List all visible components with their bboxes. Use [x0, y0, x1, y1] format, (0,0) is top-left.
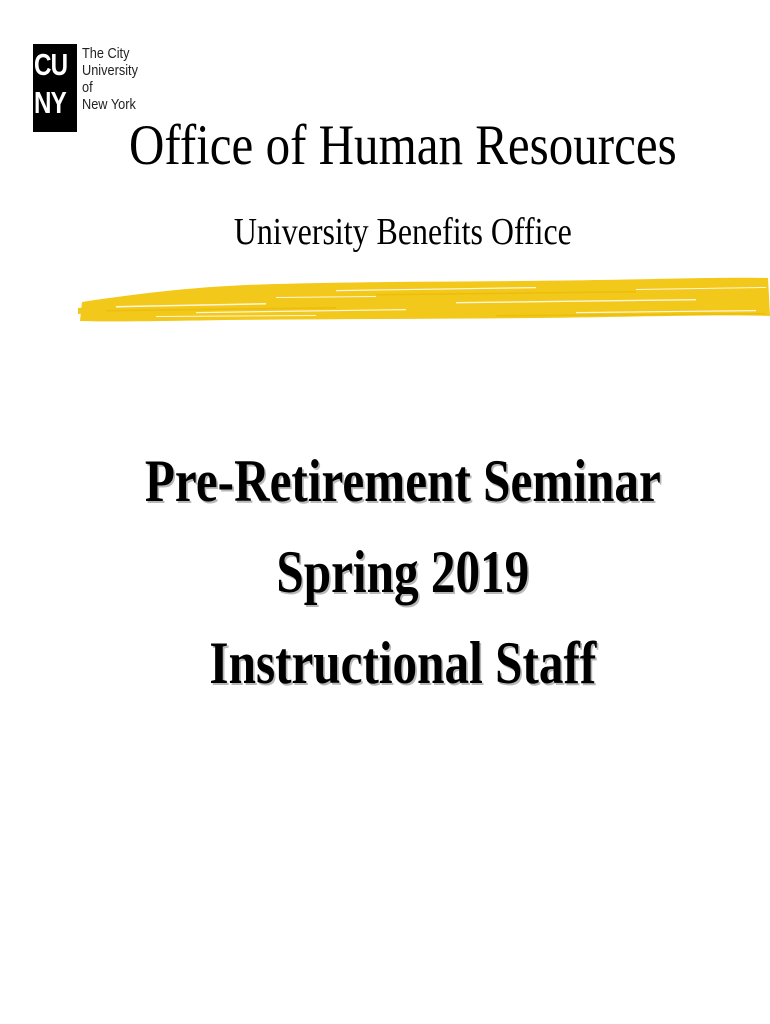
seminar-term: Spring 2019 [276, 539, 530, 605]
yellow-brush-divider [76, 272, 770, 324]
logo-wordmark [82, 45, 138, 113]
logo-letters: CU NY [34, 47, 68, 120]
seminar-audience: Instructional Staff [209, 630, 597, 696]
logo-line: New York [82, 96, 136, 113]
office-title: Office of Human Resources [129, 114, 677, 177]
logo-line: of [82, 79, 93, 96]
office-subtitle: University Benefits Office [233, 211, 572, 253]
logo-line: University [82, 62, 138, 79]
seminar-title-block [72, 436, 733, 709]
logo-line: The City [82, 45, 130, 62]
seminar-title: Pre-Retirement Seminar [144, 448, 661, 514]
